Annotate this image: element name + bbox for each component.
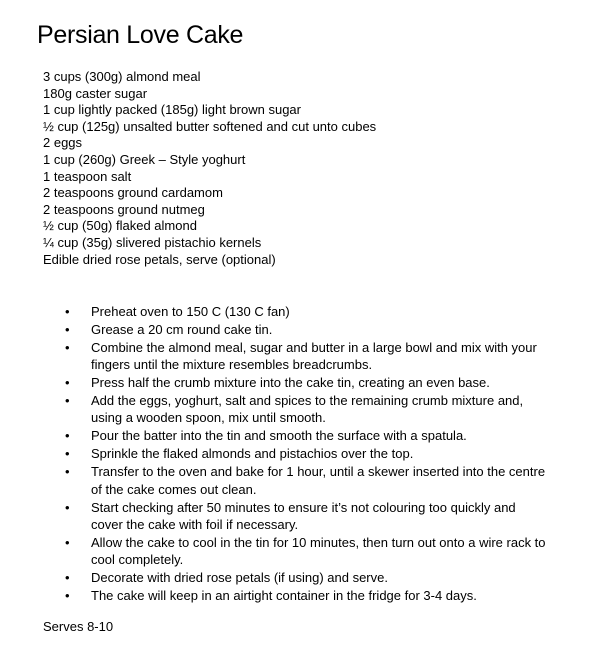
bullet-icon: • — [65, 464, 70, 480]
ingredient-item: 2 eggs — [43, 135, 83, 151]
method-step-text: Press half the crumb mixture into the cake tin, creating an even base. — [91, 375, 490, 391]
method-list — [65, 303, 551, 605]
method-step-text: Combine the almond meal, sugar and butter in a large bowl and mix with your fingers until the mixture resembles breadcrumbs. — [91, 340, 537, 373]
bullet-icon: • — [65, 322, 70, 337]
method-step-text: Pour the batter into the tin and smooth the surface with a spatula. — [91, 428, 467, 444]
serves-text: Serves 8-10 — [43, 619, 114, 634]
method-step-text: Sprinkle the flaked almonds and pistachios over the top. — [91, 446, 414, 462]
ingredient-item: 1 teaspoon salt — [43, 168, 132, 184]
bullet-icon: • — [65, 499, 70, 515]
ingredient-item: ¼ cup (35g) slivered pistachio kernels — [43, 234, 262, 250]
bullet-icon: • — [65, 304, 70, 319]
bullet-icon: • — [65, 446, 70, 462]
method-step — [65, 339, 551, 373]
method-step-text: Preheat oven to 150 C (130 C fan) — [91, 304, 290, 319]
ingredient-item: ½ cup (50g) flaked almond — [43, 218, 197, 234]
ingredient-item: 2 teaspoons ground cardamom — [43, 185, 223, 201]
method-step — [65, 374, 551, 391]
bullet-icon: • — [65, 534, 70, 550]
method-step-text: Add the eggs, yoghurt, salt and spices to the remaining crumb mixture and, using a wooden spoon, mix until smooth. — [91, 393, 524, 426]
method-step-text: Grease a 20 cm round cake tin. — [91, 322, 273, 337]
ingredient-item: 1 cup lightly packed (185g) light brown sugar — [43, 102, 301, 118]
method-step — [65, 445, 551, 462]
ingredient-item: 2 teaspoons ground nutmeg — [43, 201, 205, 217]
method-step — [65, 427, 551, 444]
method-step — [65, 499, 551, 533]
method-step — [65, 534, 551, 568]
bullet-icon: • — [65, 570, 70, 586]
bullet-icon: • — [65, 340, 70, 355]
method-step-text: Decorate with dried rose petals (if using) and serve. — [91, 570, 388, 586]
ingredients-list — [43, 69, 376, 268]
method-step-text: The cake will keep in an airtight container in the fridge for 3-4 days. — [91, 588, 477, 604]
method-step — [65, 463, 551, 497]
method-step-text: Allow the cake to cool in the tin for 10 minutes, then turn out onto a wire rack to cool completely. — [91, 534, 546, 568]
ingredient-item: 1 cup (260g) Greek – Style yoghurt — [43, 151, 246, 167]
method-step-text: Transfer to the oven and bake for 1 hour, until a skewer inserted into the centre of the cake comes out clean. — [91, 464, 546, 497]
ingredient-item: 3 cups (300g) almond meal — [43, 69, 201, 84]
method-step-text: Start checking after 50 minutes to ensure it’s not colouring too quickly and cover the cake with foil if necessary. — [91, 499, 516, 532]
bullet-icon: • — [65, 375, 70, 391]
bullet-icon: • — [65, 393, 70, 409]
method-step — [65, 303, 551, 320]
ingredient-item: ½ cup (125g) unsalted butter softened and cut unto cubes — [43, 118, 377, 134]
bullet-icon: • — [65, 428, 70, 444]
ingredient-item: 180g caster sugar — [43, 85, 148, 101]
ingredient-item: Edible dried rose petals, serve (optional) — [43, 251, 276, 267]
method-step — [65, 569, 551, 586]
method-step — [65, 587, 551, 604]
method-step — [65, 392, 551, 426]
method-step — [65, 321, 551, 338]
recipe-title: Persian Love Cake — [37, 21, 244, 49]
bullet-icon: • — [65, 588, 70, 604]
